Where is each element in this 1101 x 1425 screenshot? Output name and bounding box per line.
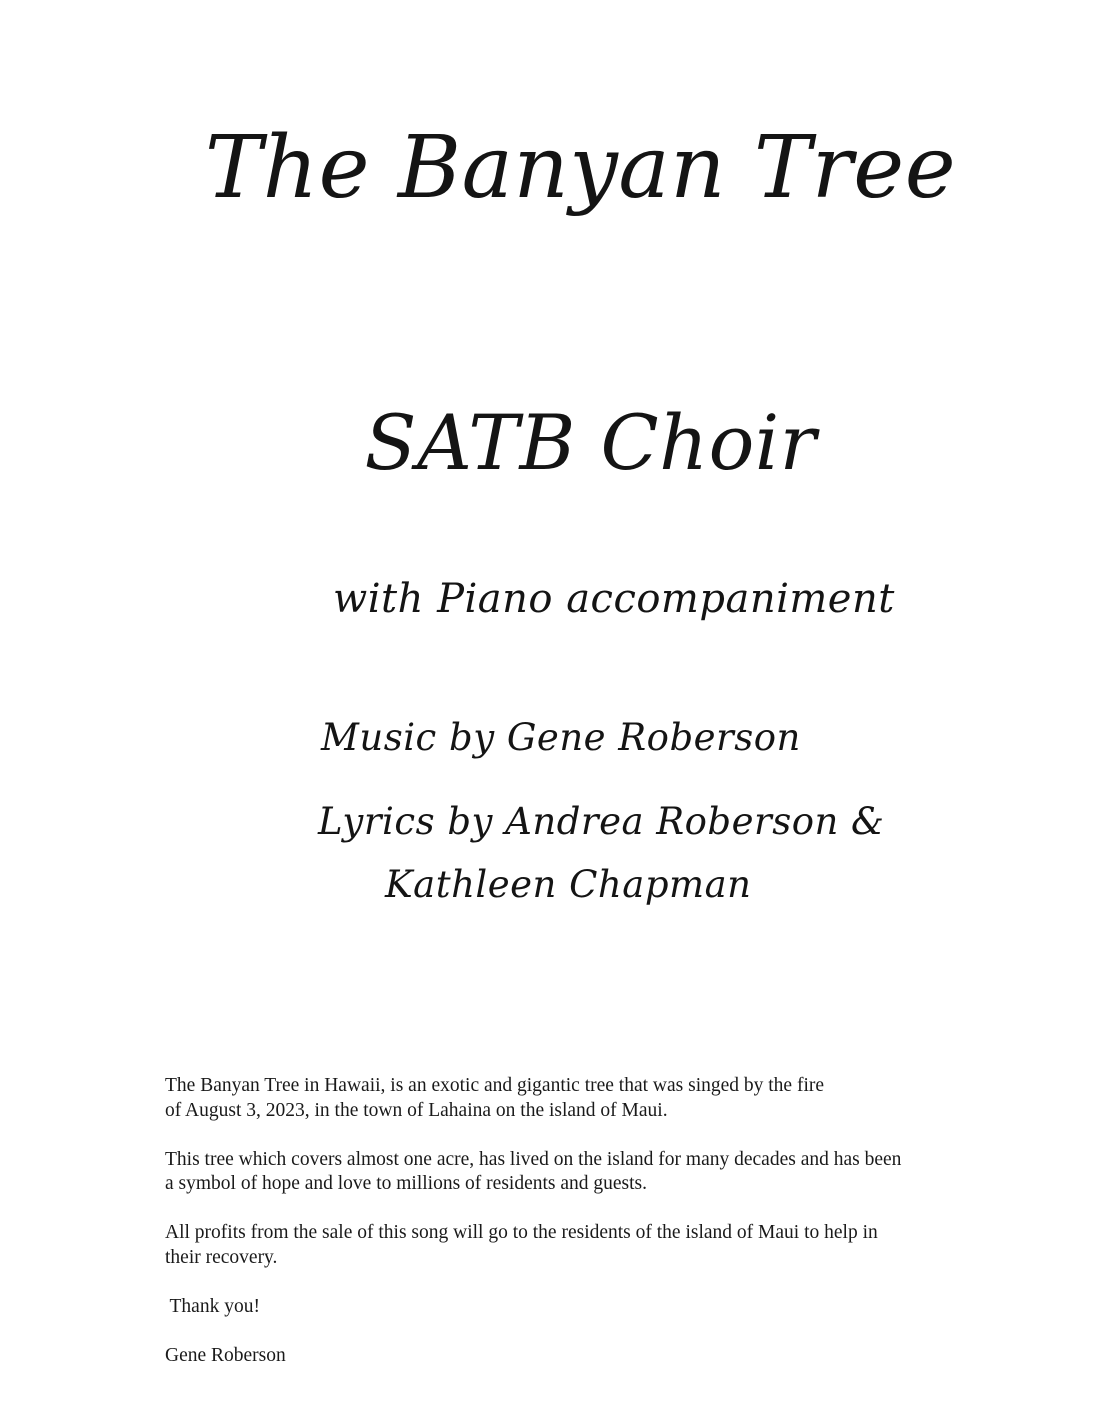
accompaniment-line: with Piano accompaniment <box>333 576 895 622</box>
program-notes <box>165 1074 995 1368</box>
song-title: The Banyan Tree <box>204 118 957 218</box>
notes-paragraph-1: The Banyan Tree in Hawaii, is an exotic and gigantic tree that was singed by the fire of August 3, 2023, in the town of Lahaina on the island of Maui. <box>165 1075 825 1121</box>
music-credit: Music by Gene Roberson <box>321 716 801 759</box>
notes-paragraph-2: This tree which covers almost one acre, has lived on the island for many decades and has been a symbol of hope and love to millions of residents and guests. <box>165 1148 902 1194</box>
lyrics-credit-line-1: Lyrics by Andrea Roberson & <box>318 800 885 843</box>
notes-paragraph-3: All profits from the sale of this song will go to the residents of the island of Maui to help in their recovery. <box>165 1222 878 1268</box>
lyrics-credit-line-2: Kathleen Chapman <box>385 863 752 906</box>
thank-you-line: Thank you! <box>165 1295 260 1317</box>
signature-line: Gene Roberson <box>165 1344 286 1366</box>
voicing-subtitle: SATB Choir <box>364 398 817 487</box>
